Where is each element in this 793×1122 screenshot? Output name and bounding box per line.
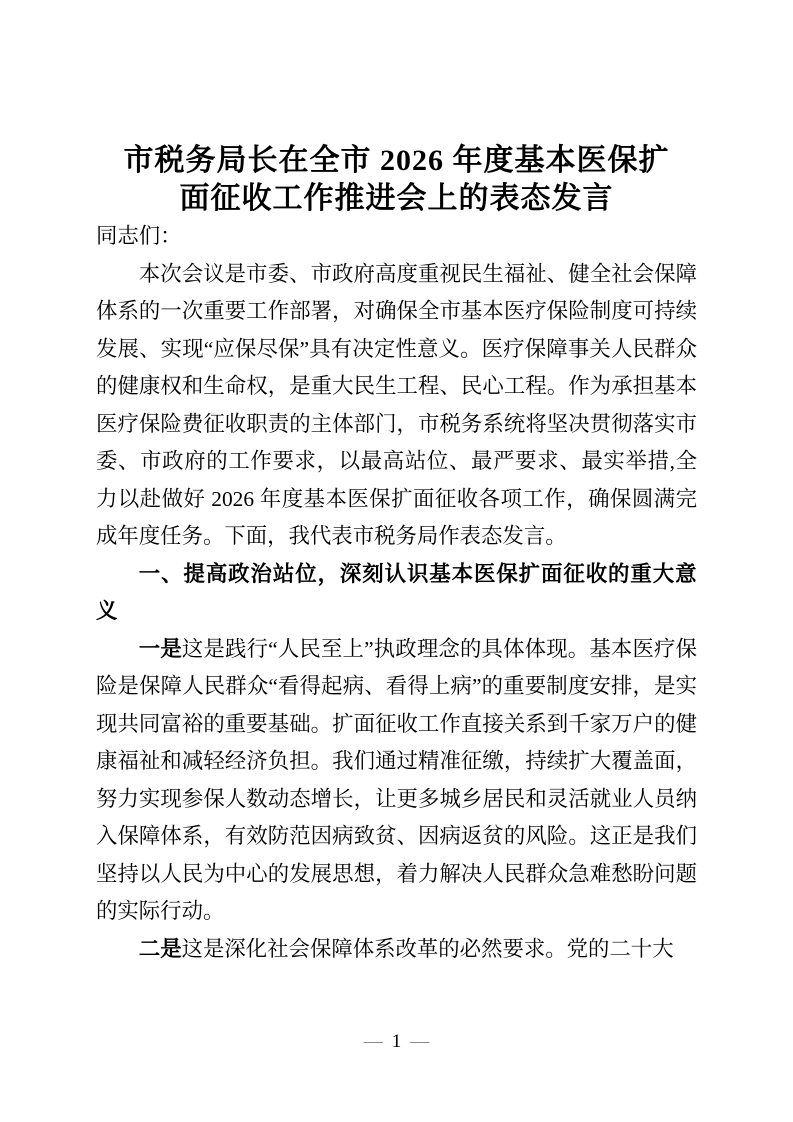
footer-left-dash: —	[363, 1031, 383, 1052]
page-footer	[0, 1030, 793, 1054]
section-heading-1: 一、提高政治站位，深刻认识基本医保扩面征收的重大意义	[96, 561, 697, 623]
footer-page-number: 1	[391, 1031, 402, 1052]
paragraph-opening: 本次会议是市委、市政府高度重视民生福祉、健全社会保障体系的一次重要工作部署，对确保全市基本医疗保险制度可持续发展、实现“应保尽保”具有决定性意义。医疗保障事关人民群众的健康权和生命权，是重大民生工程、民心工程。作为承担基本医疗保险费征收职责的主体部门，市税务系统将坚决贯彻落实市委、市政府的工作要求，以最高站位、最严要求、最实举措,全力以赴做好 2026 年度基本医保扩面征收各项工作，确保圆满完成年度任务。下面，我代表市税务局作表态发言。	[96, 261, 697, 548]
document-title-line-1: 市税务局长在全市 2026 年度基本医保扩	[123, 144, 670, 177]
document-title	[96, 142, 697, 218]
document-content	[96, 0, 697, 968]
paragraph-point-1-lead: 一是	[138, 636, 182, 661]
document-title-line-2: 面征收工作推进会上的表态发言	[179, 182, 614, 215]
paragraph-point-2-lead: 二是	[138, 936, 182, 961]
paragraph-point-2-text: 这是深化社会保障体系改革的必然要求。党的二十大	[181, 936, 674, 961]
footer-right-dash: —	[410, 1031, 430, 1052]
document-body	[96, 218, 697, 968]
paragraph-point-2	[96, 931, 697, 969]
paragraph-point-1-text: 这是践行“人民至上”执政理念的具体体现。基本医疗保险是保障人民群众“看得起病、看得上病”的重要制度安排，是实现共同富裕的重要基础。扩面征收工作直接关系到千家万户的健康福祉和减轻经济负担。我们通过精准征缴，持续扩大覆盖面，努力实现参保人数动态增长，让更多城乡居民和灵活就业人员纳入保障体系，有效防范因病致贫、因病返贫的风险。这正是我们坚持以人民为中心的发展思想，着力解决人民群众急难愁盼问题的实际行动。	[96, 636, 697, 923]
salutation: 同志们：	[96, 224, 182, 248]
paragraph-point-1	[96, 631, 697, 931]
